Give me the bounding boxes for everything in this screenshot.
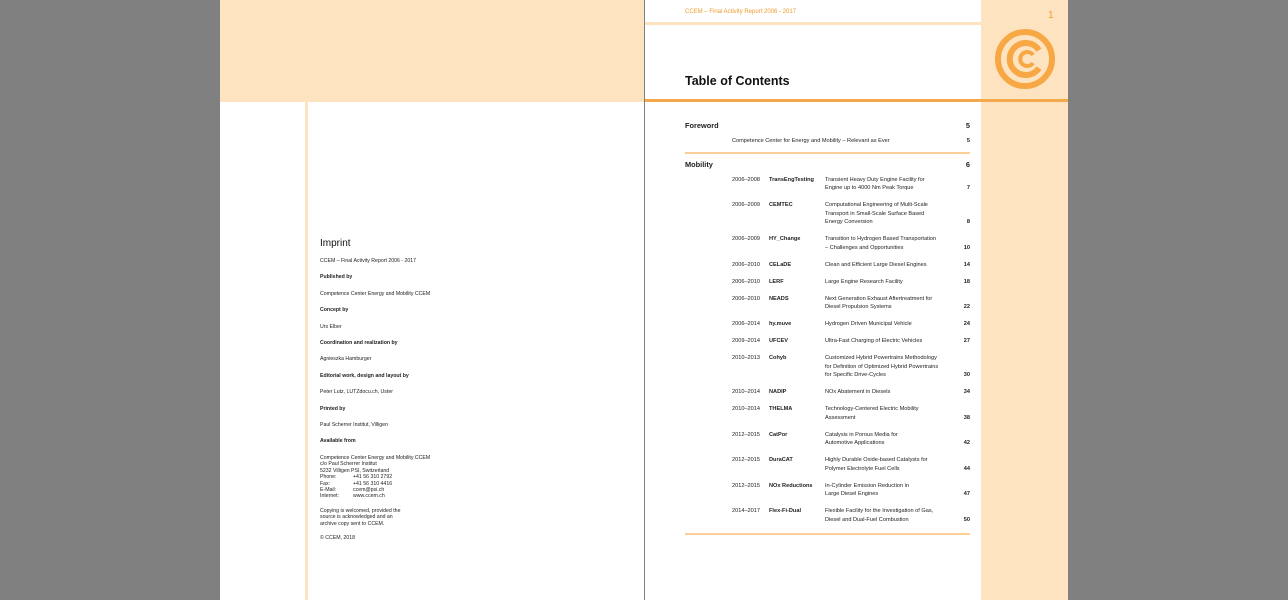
right-page-toc (645, 0, 1068, 600)
imprint-subtitle: CCEM – Final Activity Report 2006 - 2017 (320, 258, 417, 264)
toc-entry[interactable] (685, 388, 970, 397)
entry-page: 8 (966, 219, 970, 225)
entry-title-line: Computational Engineering of Multi-Scale (825, 202, 928, 208)
concept-label: Concept by (320, 307, 349, 314)
entry-title (825, 261, 957, 270)
entry-code: NEADS (769, 295, 789, 302)
entry-code: NOx Reductions (769, 482, 813, 489)
available-address (320, 455, 440, 500)
copy-line: archive copy sent to CCEM. (320, 520, 385, 527)
entry-title-line: Transition to Hydrogen Based Transportation (825, 236, 937, 242)
page-title: Table of Contents (685, 74, 790, 88)
copying-note (320, 508, 440, 527)
left-page-imprint (220, 0, 644, 600)
toc-entry[interactable] (685, 405, 970, 422)
entry-title (825, 320, 957, 329)
entry-years: 2006–2014 (732, 321, 760, 327)
toc-entry[interactable] (685, 337, 970, 346)
entry-title-line: Engine up to 4000 Nm Peak Torque (825, 185, 914, 191)
copy-line: source is acknowledged and an (320, 514, 393, 521)
coordination-value: Agnieszka Hamburger (320, 356, 372, 363)
entry-code: Cohyb (769, 355, 787, 361)
concept-value: Urs Elber (320, 323, 342, 330)
entry-code: hy.muve (769, 321, 792, 327)
entry-years: 2006–2009 (732, 236, 760, 242)
entry-title-line: Ultra-Fast Charging of Electric Vehicles (825, 338, 923, 344)
table-of-contents (685, 120, 970, 541)
toc-entry[interactable] (685, 176, 970, 193)
entry-title (825, 431, 957, 448)
entry-code: HY_Change (769, 236, 801, 242)
entry-years: 2006–2010 (732, 261, 760, 268)
entry-years: 2012–2015 (732, 431, 760, 438)
entry-title: Competence Center for Energy and Mobility – Relevant as Ever (732, 138, 890, 144)
entry-title (825, 201, 957, 227)
entry-title (825, 405, 957, 422)
copyright: © CCEM, 2018 (320, 534, 355, 541)
entry-title-line: Next Generation Exhaust Aftertreatment for (825, 295, 933, 302)
title-rule (645, 99, 1068, 102)
entry-years: 2009–2014 (732, 338, 760, 344)
entry-title-line: Highly Durable Oxide-based Catalysts for (825, 457, 928, 463)
address-line: Competence Center Energy and Mobility CCEM (320, 454, 431, 461)
section-page: 6 (965, 160, 970, 170)
entry-years: 2006–2008 (732, 176, 760, 183)
running-header: CCEM – Final Activity Report 2006 - 2017 (685, 9, 797, 15)
entry-code: TransEngTesting (769, 176, 814, 183)
toc-entry[interactable] (685, 295, 970, 312)
entry-code: LERF (769, 278, 784, 285)
copy-line: Copying is welcomed, provided the (320, 507, 401, 514)
entry-page: 34 (963, 389, 970, 395)
section-page: 5 (965, 120, 970, 130)
entry-title-line: Assessment (825, 414, 856, 421)
toc-entry[interactable] (685, 201, 970, 227)
toc-entry[interactable] (685, 354, 970, 380)
address-line: c/o Paul Scherrer Institut (320, 461, 377, 468)
email-value: ccem@psi.ch (353, 486, 385, 493)
coordination-label: Coordination and realization by (320, 340, 398, 347)
imprint-title: Imprint (320, 238, 351, 249)
entry-years: 2006–2010 (732, 278, 760, 285)
entry-title (825, 482, 957, 499)
entry-page: 18 (963, 278, 970, 285)
entry-code: CELaDE (769, 261, 792, 268)
entry-title-line: Hydrogen Driven Municipal Vehicle (825, 321, 912, 327)
entry-page: 14 (963, 261, 970, 268)
entry-code: UFCEV (769, 338, 788, 344)
section-label: Mobility (685, 160, 713, 170)
toc-entry[interactable] (685, 235, 970, 252)
entry-title (825, 278, 957, 287)
entry-page: 50 (963, 516, 970, 523)
entry-code: DuraCAT (769, 457, 793, 463)
entry-page: 10 (963, 244, 970, 251)
entry-years: 2010–2013 (732, 355, 760, 361)
entry-page: 24 (963, 321, 970, 327)
entry-title (825, 388, 957, 397)
entry-page: 44 (963, 465, 970, 472)
header-band (220, 0, 644, 102)
side-band (981, 0, 1068, 600)
published-by-label: Published by (320, 274, 353, 281)
entry-code: THELMA (769, 406, 793, 412)
entry-years: 2012–2015 (732, 457, 760, 463)
entry-title-line: In-Cylinder Emission Reduction in (825, 482, 909, 489)
header-rule (645, 22, 981, 25)
page-number: 1 (1048, 10, 1054, 21)
entry-title (825, 235, 957, 252)
toc-entry[interactable] (685, 278, 970, 287)
toc-entry[interactable] (685, 320, 970, 329)
editorial-value: Peter Lutz, LUTZdocu.ch, Uster (320, 389, 393, 396)
entry-title-line: Large Diesel Engines (825, 491, 879, 497)
email-label: E-Mail: (320, 486, 337, 493)
toc-entry[interactable] (685, 456, 970, 473)
entry-title-line: for Specific Drive-Cycles (825, 372, 886, 378)
entry-title (825, 295, 957, 312)
entry-page: 30 (963, 372, 970, 378)
entry-title (825, 337, 957, 346)
entry-page: 22 (963, 304, 970, 310)
entry-title-line: Automotive Applications (825, 440, 885, 446)
toc-entry[interactable] (685, 507, 970, 524)
entry-title (825, 507, 957, 524)
section-divider (685, 152, 970, 154)
entry-page: 27 (963, 338, 970, 344)
entry-title-line: Catalysis in Porous Media for (825, 431, 898, 438)
toc-entry-foreword[interactable] (685, 137, 970, 146)
printed-value: Paul Scherrer Institut, Villigen (320, 422, 388, 429)
toc-section-foreword[interactable] (685, 120, 970, 132)
entry-page: 42 (963, 440, 970, 446)
entry-page: 7 (966, 185, 970, 191)
entry-title-line: Polymer Electrolyte Fuel Cells (825, 465, 900, 472)
entry-years: 2012–2015 (732, 482, 760, 489)
entry-title-line: – Challenges and Opportunities (825, 244, 904, 251)
ccem-logo-icon (994, 28, 1056, 90)
entry-title (825, 354, 957, 380)
internet-label: Internet: (320, 493, 340, 500)
entry-title-line: Large Engine Research Facility (825, 278, 903, 285)
entry-title-line: Diesel and Dual-Fuel Combustion (825, 516, 909, 523)
section-divider (685, 533, 970, 535)
editorial-label: Editorial work, design and layout by (320, 372, 409, 379)
phone-label: Phone: (320, 474, 337, 481)
imprint-block (320, 238, 440, 541)
entry-title-line: Clean and Efficient Large Diesel Engines (825, 261, 927, 268)
entry-title-line: Transport in Small-Scale Surface Based (825, 210, 925, 217)
entry-page: 5 (966, 138, 970, 144)
toc-entry[interactable] (685, 431, 970, 448)
internet-value: www.ccem.ch (353, 493, 385, 500)
entry-page: 47 (963, 491, 970, 497)
section-label: Foreword (685, 120, 719, 130)
phone-value: +41 56 310 2792 (353, 474, 393, 481)
entry-page: 38 (963, 414, 970, 421)
published-by-value: Competence Center Energy and Mobility CCEM (320, 290, 431, 297)
margin-rule (305, 102, 308, 600)
entry-title (825, 176, 957, 193)
entry-years: 2010–2014 (732, 389, 760, 395)
entry-title-line: Transient Heavy Duty Engine Facility for (825, 176, 925, 183)
entry-title-line: Flexible Facility for the Investigation of Gas, (825, 508, 934, 514)
entry-code: CatPor (769, 431, 788, 438)
entry-code: NADIP (769, 389, 787, 395)
entry-title-line: Diesel Propulsion Systems (825, 304, 892, 310)
entry-title-line: Energy Conversion (825, 219, 873, 225)
fax-label: Fax: (320, 480, 331, 487)
entry-years: 2006–2009 (732, 202, 760, 208)
entry-title-line: Customized Hybrid Powertrains Methodology (825, 355, 937, 361)
address-line: 5232 Villigen PSI, Switzerland (320, 467, 390, 474)
entry-years: 2014–2017 (732, 508, 760, 514)
toc-section-mobility[interactable] (685, 160, 970, 172)
toc-entry[interactable] (685, 482, 970, 499)
entry-code: CEMTEC (769, 202, 793, 208)
entry-years: 2010–2014 (732, 406, 760, 412)
entry-title-line: NOx Abatement in Diesels (825, 389, 891, 395)
entry-title-line: for Definition of Optimized Hybrid Powertrains (825, 363, 939, 370)
entry-years: 2006–2010 (732, 295, 760, 302)
mobility-entries (685, 176, 970, 525)
entry-title-line: Technology-Centered Electric Mobility (825, 406, 919, 412)
entry-code: Flex-Fi-Dual (769, 508, 802, 514)
fax-value: +41 56 310 4416 (353, 480, 393, 487)
toc-entry[interactable] (685, 261, 970, 270)
entry-title (825, 456, 957, 473)
printed-label: Printed by (320, 405, 346, 412)
available-label: Available from (320, 438, 356, 445)
